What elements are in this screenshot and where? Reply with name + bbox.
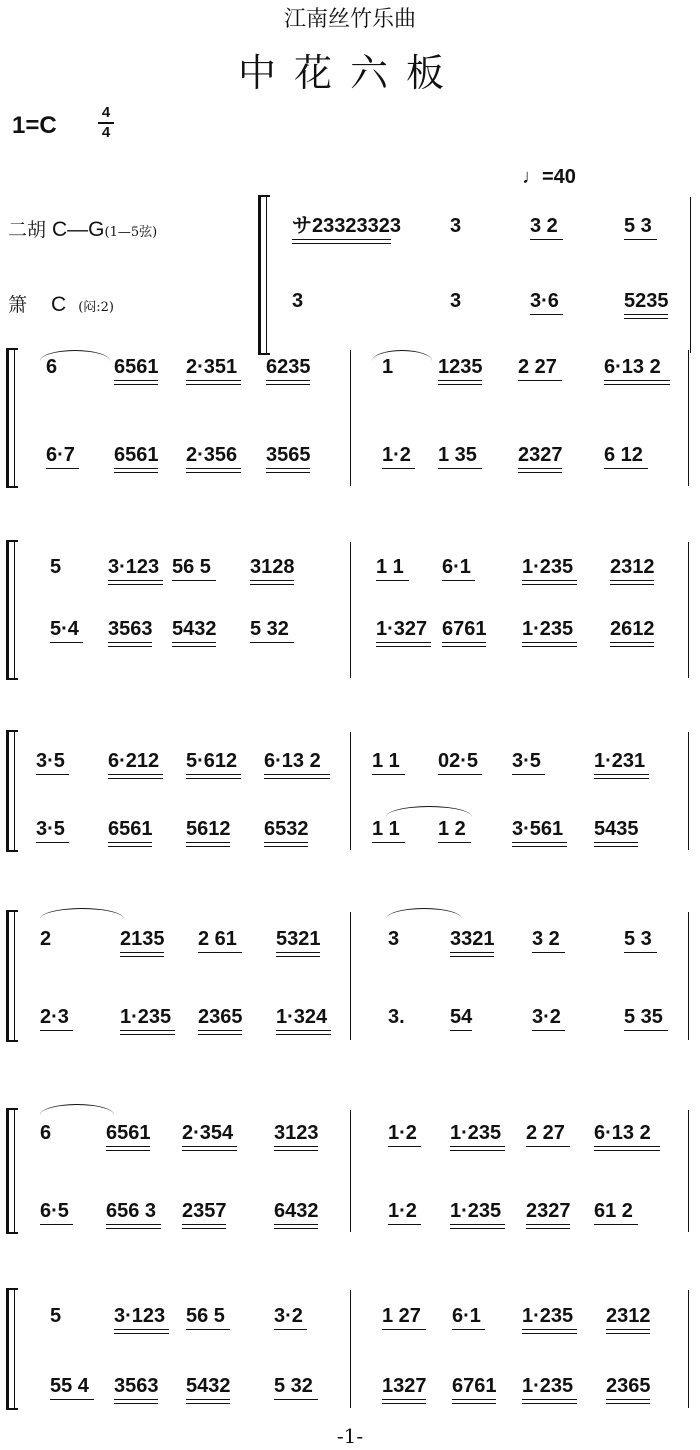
upper-note-group: 3·5 — [36, 750, 65, 772]
lower-note-group: 5432 — [186, 1375, 231, 1397]
rhythm-underline — [624, 318, 668, 319]
upper-note-group: 5 3 — [624, 928, 652, 950]
lower-note-group: 6761 — [442, 618, 487, 640]
barline — [688, 732, 689, 850]
lower-note-group: 3 — [450, 290, 462, 312]
rhythm-underline — [606, 1399, 650, 1400]
lower-note-group: 1327 — [382, 1375, 427, 1397]
slur-mark — [40, 1104, 114, 1115]
barline — [688, 1110, 689, 1232]
rhythm-underline — [450, 1224, 505, 1225]
rhythm-underline — [594, 846, 638, 847]
upper-note-group: 1 — [382, 356, 394, 378]
rhythm-underline — [450, 956, 494, 957]
upper-note-group: 2 — [40, 928, 52, 950]
rhythm-underline — [106, 1146, 150, 1147]
rhythm-underline — [108, 584, 163, 585]
barline — [688, 350, 689, 486]
lower-note-group: 3·6 — [530, 290, 559, 312]
rhythm-underline — [512, 846, 567, 847]
lower-note-group: 656 3 — [106, 1200, 157, 1222]
rhythm-underline — [264, 778, 330, 779]
lower-note-group: 6·7 — [46, 444, 75, 466]
rhythm-underline — [442, 646, 486, 647]
rhythm-underline — [266, 380, 310, 381]
lower-note-group: 5612 — [186, 818, 231, 840]
rhythm-underline — [274, 1399, 318, 1400]
rhythm-underline — [276, 1030, 331, 1031]
rhythm-underline — [604, 468, 648, 469]
rhythm-underline — [106, 1150, 150, 1151]
lower-note-group: 1·2 — [382, 444, 411, 466]
rhythm-underline — [376, 646, 431, 647]
lower-note-group: 55 4 — [50, 1375, 89, 1397]
rhythm-underline — [518, 380, 562, 381]
rhythm-underline — [186, 380, 241, 381]
lower-note-group: 5 32 — [274, 1375, 313, 1397]
lower-note-group: 1·235 — [450, 1200, 502, 1222]
time-signature-top: 4 — [101, 104, 111, 121]
rhythm-underline — [452, 1403, 496, 1404]
upper-note-group: 3·5 — [512, 750, 541, 772]
rhythm-underline — [292, 243, 391, 244]
rhythm-underline — [108, 646, 152, 647]
rhythm-underline — [382, 1403, 426, 1404]
upper-note-group: 6561 — [106, 1122, 151, 1144]
rhythm-underline — [532, 1030, 565, 1031]
rhythm-underline — [522, 642, 577, 643]
lower-note-group: 1 1 — [372, 818, 400, 840]
lower-note-group: 2365 — [198, 1006, 243, 1028]
rhythm-underline — [266, 472, 310, 473]
upper-note-group: 56 5 — [172, 556, 211, 578]
lower-note-group: 6532 — [264, 818, 309, 840]
rhythm-underline — [606, 1333, 650, 1334]
upper-note-group: 3 2 — [530, 215, 558, 237]
lower-note-group: 1·324 — [276, 1006, 328, 1028]
rhythm-underline — [624, 239, 657, 240]
rhythm-underline — [276, 956, 320, 957]
upper-note-group: 3321 — [450, 928, 495, 950]
rhythm-underline — [610, 642, 654, 643]
lower-note-group: 1·235 — [120, 1006, 172, 1028]
rhythm-underline — [186, 1399, 230, 1400]
upper-note-group: 5 — [50, 1305, 62, 1327]
rhythm-underline — [36, 842, 69, 843]
rhythm-underline — [452, 1399, 496, 1400]
rhythm-underline — [114, 1403, 158, 1404]
rhythm-underline — [522, 580, 577, 581]
lower-note-group: 2357 — [182, 1200, 227, 1222]
rhythm-underline — [114, 1399, 158, 1400]
upper-note-group: 1 1 — [372, 750, 400, 772]
rhythm-underline — [108, 580, 163, 581]
rhythm-underline — [108, 778, 163, 779]
upper-note-group: 2 61 — [198, 928, 237, 950]
rhythm-underline — [610, 646, 654, 647]
score-system — [6, 910, 696, 1042]
system-bracket — [6, 348, 18, 488]
rhythm-underline — [518, 472, 562, 473]
upper-note-group: 6 — [40, 1122, 52, 1144]
rhythm-underline — [120, 956, 164, 957]
system-bracket — [258, 195, 270, 355]
rhythm-underline — [522, 1329, 577, 1330]
lower-note-group: 1·235 — [522, 1375, 574, 1397]
upper-note-group: 6·13 2 — [264, 750, 321, 772]
rhythm-underline — [372, 774, 405, 775]
rhythm-underline — [186, 384, 241, 385]
lower-note-group: 3563 — [108, 618, 153, 640]
upper-note-group: 3·123 — [114, 1305, 166, 1327]
rhythm-underline — [40, 1030, 73, 1031]
rhythm-underline — [120, 952, 164, 953]
lower-note-group: 1 35 — [438, 444, 477, 466]
rhythm-underline — [114, 384, 158, 385]
rhythm-underline — [276, 1034, 331, 1035]
rhythm-underline — [594, 1150, 660, 1151]
rhythm-underline — [438, 842, 471, 843]
lower-note-group: 2365 — [606, 1375, 651, 1397]
rhythm-underline — [450, 952, 494, 953]
rhythm-underline — [172, 646, 216, 647]
rhythm-underline — [186, 468, 241, 469]
rhythm-underline — [606, 1329, 650, 1330]
score-system — [6, 1288, 696, 1410]
lower-note-group: 2·356 — [186, 444, 238, 466]
rhythm-underline — [530, 314, 563, 315]
barline — [350, 350, 351, 486]
rhythm-underline — [46, 468, 79, 469]
rhythm-underline — [450, 1146, 505, 1147]
rhythm-underline — [120, 1034, 175, 1035]
rhythm-underline — [292, 239, 391, 240]
page-number: -1- — [336, 1424, 364, 1448]
rhythm-underline — [532, 952, 565, 953]
upper-note-group: 6 — [46, 356, 58, 378]
rhythm-underline — [594, 774, 649, 775]
rhythm-underline — [108, 774, 163, 775]
rhythm-underline — [266, 468, 310, 469]
barline — [688, 542, 689, 678]
upper-note-group: 6·13 2 — [604, 356, 661, 378]
barline — [350, 912, 351, 1040]
rhythm-underline — [604, 380, 670, 381]
rhythm-underline — [512, 774, 545, 775]
rhythm-underline — [522, 1333, 577, 1334]
upper-note-group: 1235 — [438, 356, 483, 378]
rhythm-underline — [450, 1228, 505, 1229]
rhythm-underline — [376, 580, 409, 581]
barline — [350, 542, 351, 678]
rhythm-underline — [40, 1224, 73, 1225]
lower-note-group: 3·5 — [36, 818, 65, 840]
rhythm-underline — [108, 846, 152, 847]
upper-note-group: 5 3 — [624, 215, 652, 237]
rhythm-underline — [274, 1228, 318, 1229]
rhythm-underline — [382, 468, 415, 469]
time-signature-bottom: 4 — [101, 124, 111, 141]
time-signature — [96, 104, 116, 142]
lower-note-group: 6 12 — [604, 444, 643, 466]
upper-note-group: 2 27 — [518, 356, 557, 378]
rhythm-underline — [182, 1150, 237, 1151]
rhythm-underline — [594, 842, 638, 843]
upper-note-group: 1·235 — [450, 1122, 502, 1144]
rhythm-underline — [450, 1030, 472, 1031]
rhythm-underline — [250, 642, 294, 643]
upper-note-group: 6·1 — [452, 1305, 481, 1327]
rhythm-underline — [250, 584, 294, 585]
rhythm-underline — [264, 846, 308, 847]
lower-note-group: 1·2 — [388, 1200, 417, 1222]
rhythm-underline — [594, 1146, 660, 1147]
rhythm-underline — [274, 1150, 318, 1151]
lower-note-group: 3565 — [266, 444, 311, 466]
barline — [688, 1290, 689, 1408]
upper-note-group: 3 — [388, 928, 400, 950]
rhythm-underline — [274, 1329, 307, 1330]
lower-note-group: 2·3 — [40, 1006, 69, 1028]
tempo-marking: ♩=40 — [522, 166, 576, 188]
barline — [688, 912, 689, 1040]
rhythm-underline — [438, 384, 482, 385]
upper-note-group: 3 — [450, 215, 462, 237]
rhythm-underline — [186, 846, 230, 847]
lower-note-group: 5235 — [624, 290, 669, 312]
lower-note-group: 1 2 — [438, 818, 466, 840]
rhythm-underline — [610, 580, 654, 581]
rhythm-underline — [186, 1329, 230, 1330]
rhythm-underline — [114, 468, 158, 469]
rhythm-underline — [522, 584, 577, 585]
rhythm-underline — [186, 472, 241, 473]
upper-note-group: 3128 — [250, 556, 295, 578]
rhythm-underline — [108, 642, 152, 643]
rhythm-underline — [106, 1224, 161, 1225]
rhythm-underline — [172, 642, 216, 643]
rhythm-underline — [450, 1150, 505, 1151]
piece-title: 中花六板 — [237, 51, 462, 95]
lower-note-group: 6561 — [114, 444, 159, 466]
system-bracket — [6, 910, 18, 1042]
upper-note-group: 3·2 — [274, 1305, 303, 1327]
upper-note-group: 1·235 — [522, 556, 574, 578]
rhythm-underline — [106, 1228, 161, 1229]
upper-note-group: 5·612 — [186, 750, 238, 772]
rhythm-underline — [526, 1228, 570, 1229]
barline — [350, 1290, 351, 1408]
rhythm-underline — [172, 580, 216, 581]
erhu-tuning: C—G — [52, 218, 105, 241]
lower-note-group: 2612 — [610, 618, 655, 640]
rhythm-underline — [182, 1228, 226, 1229]
upper-note-group: 5 — [50, 556, 62, 578]
lower-note-group: 61 2 — [594, 1200, 633, 1222]
rhythm-underline — [114, 1329, 169, 1330]
xiao-label — [8, 290, 114, 317]
rhythm-underline — [120, 1030, 175, 1031]
rhythm-underline — [438, 774, 482, 775]
lower-note-group: 5 35 — [624, 1006, 663, 1028]
barline — [350, 732, 351, 850]
lower-note-group: 3. — [388, 1006, 405, 1028]
rhythm-underline — [530, 239, 563, 240]
rhythm-underline — [198, 1034, 242, 1035]
upper-note-group: 6235 — [266, 356, 311, 378]
rhythm-underline — [372, 842, 405, 843]
upper-note-group: 5321 — [276, 928, 321, 950]
rhythm-underline — [382, 1399, 426, 1400]
upper-note-group: 6561 — [114, 356, 159, 378]
lower-note-group: 5432 — [172, 618, 217, 640]
upper-note-group: 3123 — [274, 1122, 319, 1144]
upper-note-group: 2135 — [120, 928, 165, 950]
rhythm-underline — [610, 584, 654, 585]
rhythm-underline — [594, 778, 649, 779]
upper-note-group: 1 1 — [376, 556, 404, 578]
rhythm-underline — [186, 774, 241, 775]
rhythm-underline — [376, 642, 431, 643]
rhythm-underline — [438, 468, 482, 469]
rhythm-underline — [264, 842, 308, 843]
rhythm-underline — [274, 1224, 318, 1225]
lower-note-group: 2327 — [518, 444, 563, 466]
rhythm-underline — [624, 952, 657, 953]
rhythm-underline — [522, 1399, 577, 1400]
xiao-name: 箫 — [8, 294, 28, 316]
rhythm-underline — [264, 774, 330, 775]
rhythm-underline — [522, 646, 577, 647]
erhu-name: 二胡 — [8, 219, 47, 241]
system-bracket — [6, 1288, 18, 1410]
rhythm-underline — [604, 384, 670, 385]
rhythm-underline — [186, 842, 230, 843]
rhythm-underline — [606, 1403, 650, 1404]
rhythm-underline — [526, 1224, 570, 1225]
system-bracket — [6, 730, 18, 852]
upper-note-group: 1·231 — [594, 750, 646, 772]
lower-note-group: 5435 — [594, 818, 639, 840]
lower-note-group: 6432 — [274, 1200, 319, 1222]
rhythm-underline — [114, 380, 158, 381]
rhythm-underline — [108, 842, 152, 843]
lower-note-group: 6·5 — [40, 1200, 69, 1222]
rhythm-underline — [624, 1030, 668, 1031]
rhythm-underline — [50, 642, 83, 643]
rhythm-underline — [114, 1333, 169, 1334]
xiao-tuning: C — [51, 293, 67, 316]
rhythm-underline — [442, 642, 486, 643]
rhythm-underline — [186, 1403, 230, 1404]
rhythm-underline — [522, 1403, 577, 1404]
upper-note-group: 02·5 — [438, 750, 479, 772]
upper-note-group: 3 2 — [532, 928, 560, 950]
rhythm-underline — [198, 952, 242, 953]
barline — [690, 197, 691, 353]
lower-note-group: 6761 — [452, 1375, 497, 1397]
lower-note-group: 3563 — [114, 1375, 159, 1397]
rhythm-underline — [276, 952, 320, 953]
system-bracket — [6, 1108, 18, 1234]
upper-note-group: 1 27 — [382, 1305, 421, 1327]
upper-note-group: 2·351 — [186, 356, 238, 378]
upper-note-group: 2 27 — [526, 1122, 565, 1144]
rhythm-underline — [250, 580, 294, 581]
lower-note-group: 6561 — [108, 818, 153, 840]
erhu-label — [8, 215, 157, 242]
lower-note-group: 1·327 — [376, 618, 428, 640]
rhythm-underline — [382, 1329, 426, 1330]
upper-note-group: 2312 — [606, 1305, 651, 1327]
rhythm-underline — [182, 1146, 237, 1147]
score-system — [6, 348, 696, 488]
rhythm-underline — [388, 1224, 421, 1225]
xiao-fingering-note: (闷:2) — [78, 300, 114, 315]
rhythm-underline — [198, 1030, 242, 1031]
rhythm-underline — [36, 774, 69, 775]
upper-note-group: 6·13 2 — [594, 1122, 651, 1144]
barline — [350, 1110, 351, 1232]
lower-note-group: 5·4 — [50, 618, 79, 640]
lower-note-group: 54 — [450, 1006, 473, 1028]
system-bracket — [6, 540, 18, 680]
upper-note-group: 1·235 — [522, 1305, 574, 1327]
lower-note-group: 1·235 — [522, 618, 574, 640]
rhythm-underline — [50, 1399, 94, 1400]
upper-note-group: 1·2 — [388, 1122, 417, 1144]
upper-note-group: 56 5 — [186, 1305, 225, 1327]
rhythm-underline — [512, 842, 567, 843]
lower-note-group: 3·2 — [532, 1006, 561, 1028]
rhythm-underline — [442, 580, 475, 581]
rhythm-underline — [182, 1224, 226, 1225]
upper-note-group: 2·354 — [182, 1122, 234, 1144]
rhythm-underline — [624, 314, 668, 315]
lower-note-group: 5 32 — [250, 618, 289, 640]
erhu-strings: (1—5弦) — [104, 225, 158, 240]
upper-note-group: 2312 — [610, 556, 655, 578]
lower-note-group: 3·561 — [512, 818, 564, 840]
lower-note-group: 2327 — [526, 1200, 571, 1222]
piece-subtitle: 江南丝竹乐曲 — [283, 7, 416, 32]
rhythm-underline — [114, 472, 158, 473]
upper-note-group: 6·1 — [442, 556, 471, 578]
upper-note-group: 3·123 — [108, 556, 160, 578]
rhythm-underline — [388, 1146, 421, 1147]
rhythm-underline — [452, 1329, 485, 1330]
key-signature: 1=C — [12, 112, 57, 139]
rhythm-underline — [594, 1224, 638, 1225]
upper-note-group: サ23323323 — [292, 215, 401, 237]
rhythm-underline — [186, 778, 241, 779]
rhythm-underline — [274, 1146, 318, 1147]
lower-note-group: 3 — [292, 290, 304, 312]
rhythm-underline — [518, 468, 562, 469]
rhythm-underline — [526, 1146, 570, 1147]
upper-note-group: 6·212 — [108, 750, 160, 772]
rhythm-underline — [266, 384, 310, 385]
rhythm-underline — [438, 380, 482, 381]
